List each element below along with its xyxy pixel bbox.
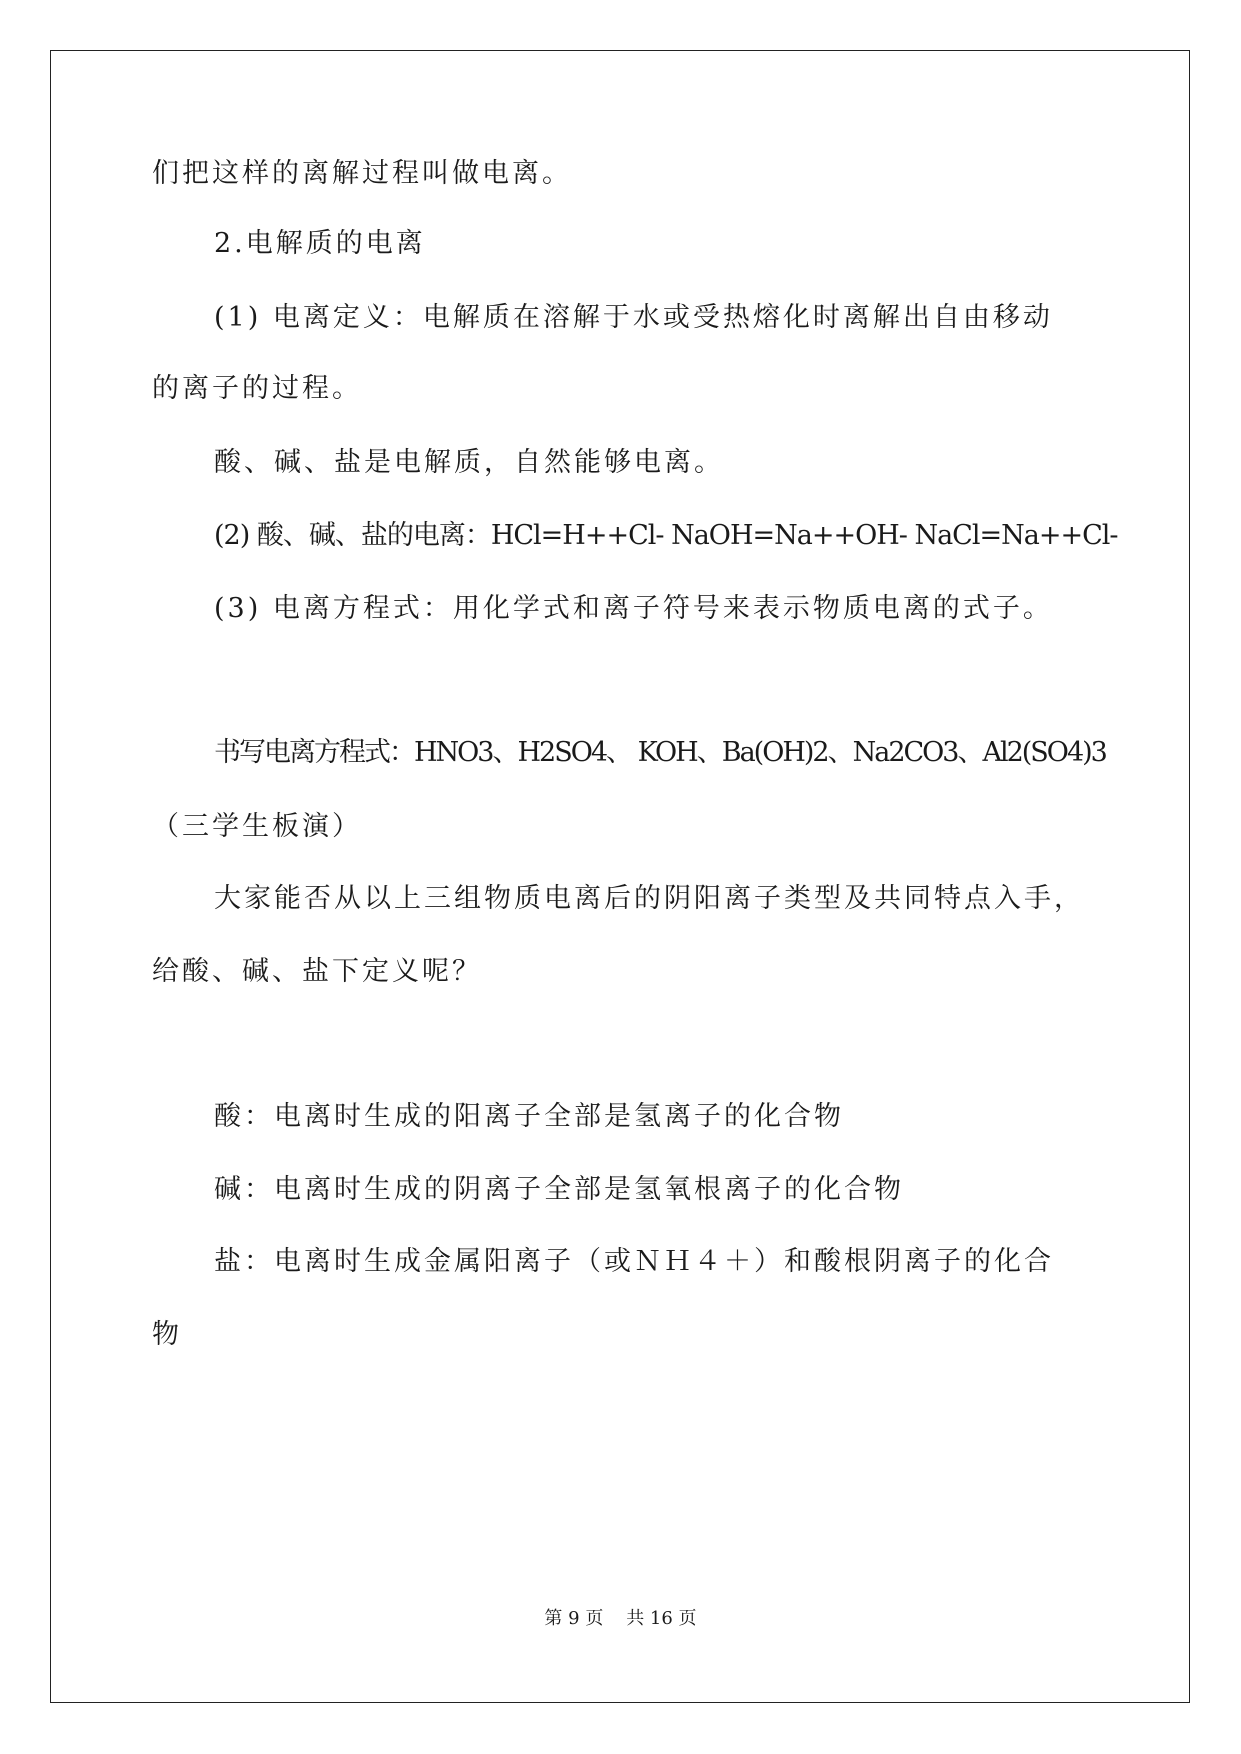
- text-line-1: 们把这样的离解过程叫做电离。: [152, 158, 572, 189]
- text-line-11: 给酸、碱、盐下定义呢？: [152, 956, 482, 987]
- text-line-5: 酸、碱、盐是电解质，自然能够电离。: [214, 447, 724, 478]
- definition-salt: 盐：电离时生成金属阳离子（或ＮＨ４＋）和酸根阴离子的化合: [214, 1246, 1054, 1277]
- text-line-7: (3) 电离方程式：用化学式和离子符号来表示物质电离的式子。: [214, 593, 1053, 624]
- definition-base: 碱：电离时生成的阴离子全部是氢氧根离子的化合物: [214, 1174, 904, 1205]
- text-line-10: 大家能否从以上三组物质电离后的阴阳离子类型及共同特点入手，: [214, 883, 1084, 914]
- definition-acid: 酸：电离时生成的阳离子全部是氢离子的化合物: [214, 1101, 844, 1132]
- section-heading: 2.电解质的电离: [214, 228, 426, 259]
- text-line-3: (1) 电离定义：电解质在溶解于水或受热熔化时离解出自由移动: [214, 302, 1053, 333]
- definition-salt-continued: 物: [152, 1319, 182, 1350]
- page-number: 第 9 页 共 16 页: [544, 1608, 697, 1629]
- page-border: [50, 50, 1190, 1703]
- text-line-4: 的离子的过程。: [152, 373, 362, 404]
- text-line-6: (2) 酸、碱、盐的电离：HCl=H++Cl- NaOH=Na++OH- NaCl=Na++Cl-: [214, 520, 1118, 551]
- text-line-9: （三学生板演）: [152, 811, 362, 842]
- text-line-8: 书写电离方程式：HNO3、H2SO4、 KOH、Ba(OH)2、Na2CO3、Al2(SO4)3: [214, 737, 1106, 768]
